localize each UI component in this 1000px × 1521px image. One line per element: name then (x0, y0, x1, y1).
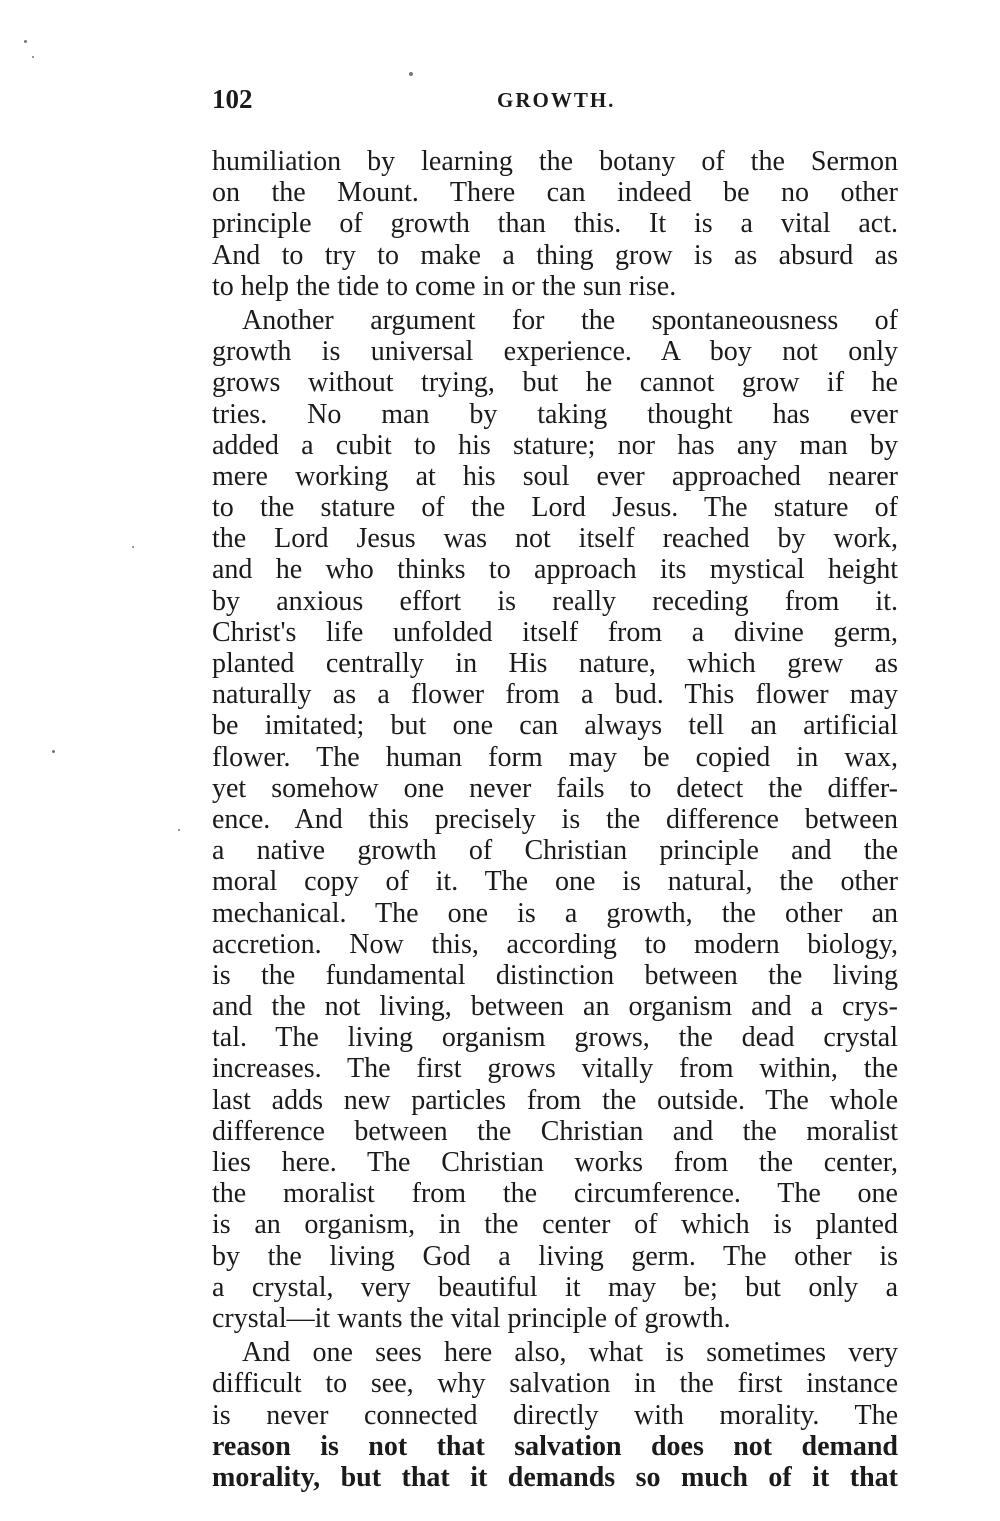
text-line: growth is universal experience. A boy not only (212, 336, 898, 368)
text-line: is the fundamental distinction between the living (212, 959, 898, 991)
text-line: be imitated; but one can always tell an artificial (212, 710, 898, 742)
text-line: lies here. The Christian works from the center, (212, 1147, 898, 1178)
text-line: increases. The first grows vitally from within, the (212, 1053, 898, 1085)
text-line: to help the tide to come in or the sun rise. (212, 270, 677, 302)
text-line: flower. The human form may be copied in wax, (212, 741, 898, 773)
text-line: is never connected directly with morality. The (212, 1399, 898, 1431)
text-line: mere working at his soul ever approached nearer (212, 460, 898, 492)
text-line: a crystal, very beautiful it may be; but only a (212, 1271, 898, 1303)
text-line: morality, but that it demands so much of it that (212, 1461, 898, 1493)
page-number: 102 (212, 84, 253, 114)
paragraph (212, 305, 898, 1334)
text-line: humiliation by learning the botany of the Sermon (212, 146, 898, 177)
body-text (212, 146, 898, 1493)
text-line: by anxious effort is really receding from it. (212, 585, 898, 617)
text-line: to the stature of the Lord Jesus. The stature of (212, 492, 898, 524)
text-line: and the not living, between an organism and a crys- (212, 991, 898, 1023)
paragraph (212, 146, 898, 302)
text-line: tries. No man by taking thought has ever (212, 398, 898, 430)
paragraph (212, 1337, 898, 1493)
text-line: difference between the Christian and the moralist (212, 1115, 898, 1147)
text-line: Christ's life unfolded itself from a divine germ, (212, 616, 898, 648)
text-line: last adds new particles from the outside. The whole (212, 1084, 898, 1116)
page-header (212, 84, 898, 120)
text-line: by the living God a living germ. The other is (212, 1240, 898, 1272)
text-line: tal. The living organism grows, the dead crystal (212, 1022, 898, 1054)
text-line: and he who thinks to approach its mystical height (212, 554, 898, 586)
text-line: reason is not that salvation does not demand (212, 1430, 898, 1462)
text-line: crystal—it wants the vital principle of growth. (212, 1302, 731, 1334)
text-line: yet somehow one never fails to detect the differ- (212, 772, 898, 804)
text-line: And to try to make a thing grow is as absurd as (212, 239, 898, 271)
text-line: moral copy of it. The one is natural, the other (212, 866, 898, 898)
text-line: Another argument for the spontaneousness of (242, 304, 898, 336)
running-head: GROWTH. (497, 88, 616, 112)
text-line: a native growth of Christian principle and the (212, 835, 898, 867)
text-line: the Lord Jesus was not itself reached by work, (212, 523, 898, 555)
text-line: mechanical. The one is a growth, the other an (212, 897, 898, 929)
text-line: grows without trying, but he cannot grow if he (212, 367, 898, 399)
text-line: is an organism, in the center of which is planted (212, 1209, 898, 1241)
text-line: difficult to see, why salvation in the first instance (212, 1368, 898, 1400)
text-line: principle of growth than this. It is a vital act. (212, 208, 898, 240)
text-line: added a cubit to his stature; nor has any man by (212, 429, 898, 461)
text-line: naturally as a flower from a bud. This flower may (212, 679, 898, 711)
text-line: the moralist from the circumference. The one (212, 1178, 898, 1210)
text-line: accretion. Now this, according to modern biology, (212, 928, 898, 960)
text-line: planted centrally in His nature, which grew as (212, 648, 898, 679)
text-line: ence. And this precisely is the difference between (212, 803, 898, 835)
text-line: on the Mount. There can indeed be no other (212, 177, 898, 209)
text-line: And one sees here also, what is sometimes very (242, 1337, 898, 1369)
